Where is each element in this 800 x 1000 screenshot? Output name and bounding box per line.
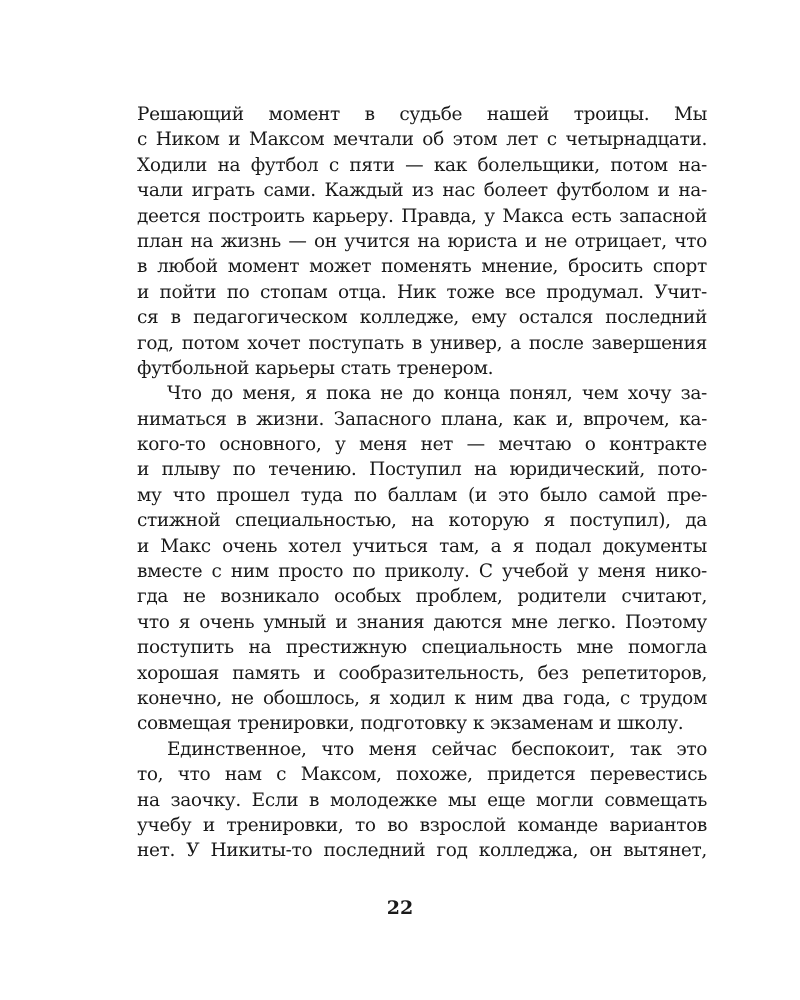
text-line: хорошая память и сообразительность, без репетиторов, — [137, 662, 707, 684]
paragraph — [137, 737, 707, 864]
paragraph — [137, 381, 707, 736]
page-number: 22 — [386, 897, 414, 919]
text-line: стижной специальностью, на которую я поступил), да — [137, 510, 707, 532]
text-line: Решающий момент в судьбе нашей троицы. Мы — [137, 104, 707, 125]
text-line: план на жизнь — он учится на юриста и не отрицает, что — [137, 230, 707, 252]
text-line: му что прошел туда по баллам (и это было самой пре- — [137, 484, 707, 506]
page-text — [137, 102, 707, 864]
text-line: и плыву по течению. Поступил на юридический, пото- — [137, 459, 707, 481]
text-line: Ходили на футбол с пяти — как болельщики, потом на- — [137, 154, 707, 176]
paragraph — [137, 102, 707, 381]
text-line: что я очень умный и знания даются мне легко. Поэтому — [137, 611, 707, 633]
text-line: в любой момент может поменять мнение, бросить спорт — [137, 256, 707, 278]
text-line: совмещая тренировки, подготовку к экзаменам и школу. — [137, 713, 684, 735]
text-line: чали играть сами. Каждый из нас болеет футболом и на- — [137, 180, 707, 202]
text-line: конечно, не обошлось, я ходил к ним два года, с трудом — [137, 687, 707, 709]
text-line: Единственное, что меня сейчас беспокоит, так это — [167, 738, 707, 760]
text-line: Что до меня, я пока не до конца понял, чем хочу за- — [167, 383, 707, 405]
text-line: футбольной карьеры стать тренером. — [137, 357, 494, 379]
text-line: год, потом хочет поступать в универ, а после завершения — [137, 332, 707, 354]
text-line: кого-то основного, у меня нет — мечтаю о контракте — [137, 434, 707, 456]
text-line: нет. У Никиты-то последний год колледжа, он вытянет, — [137, 840, 707, 862]
text-line: гда не возникало особых проблем, родители считают, — [137, 586, 707, 608]
text-line: и пойти по стопам отца. Ник тоже все продумал. Учит- — [137, 281, 707, 303]
text-line: ся в педагогическом колледже, ему остался последний — [137, 307, 707, 329]
text-line: на заочку. Если в молодежке мы еще могли совмещать — [137, 789, 707, 811]
text-line: с Ником и Максом мечтали об этом лет с четырнадцати. — [137, 129, 707, 151]
text-line: вместе с ним просто по приколу. С учебой у меня нико- — [137, 561, 707, 583]
text-line: ниматься в жизни. Запасного плана, как и, впрочем, ка- — [137, 408, 707, 430]
text-line: деется построить карьеру. Правда, у Макса есть запасной — [137, 205, 707, 227]
text-line: то, что нам с Максом, похоже, придется перевестись — [137, 764, 707, 786]
text-line: поступить на престижную специальность мне помогла — [137, 637, 707, 659]
text-line: и Макс очень хотел учиться там, а я подал документы — [137, 535, 707, 557]
text-line: учебу и тренировки, то во взрослой команде вариантов — [137, 814, 707, 836]
